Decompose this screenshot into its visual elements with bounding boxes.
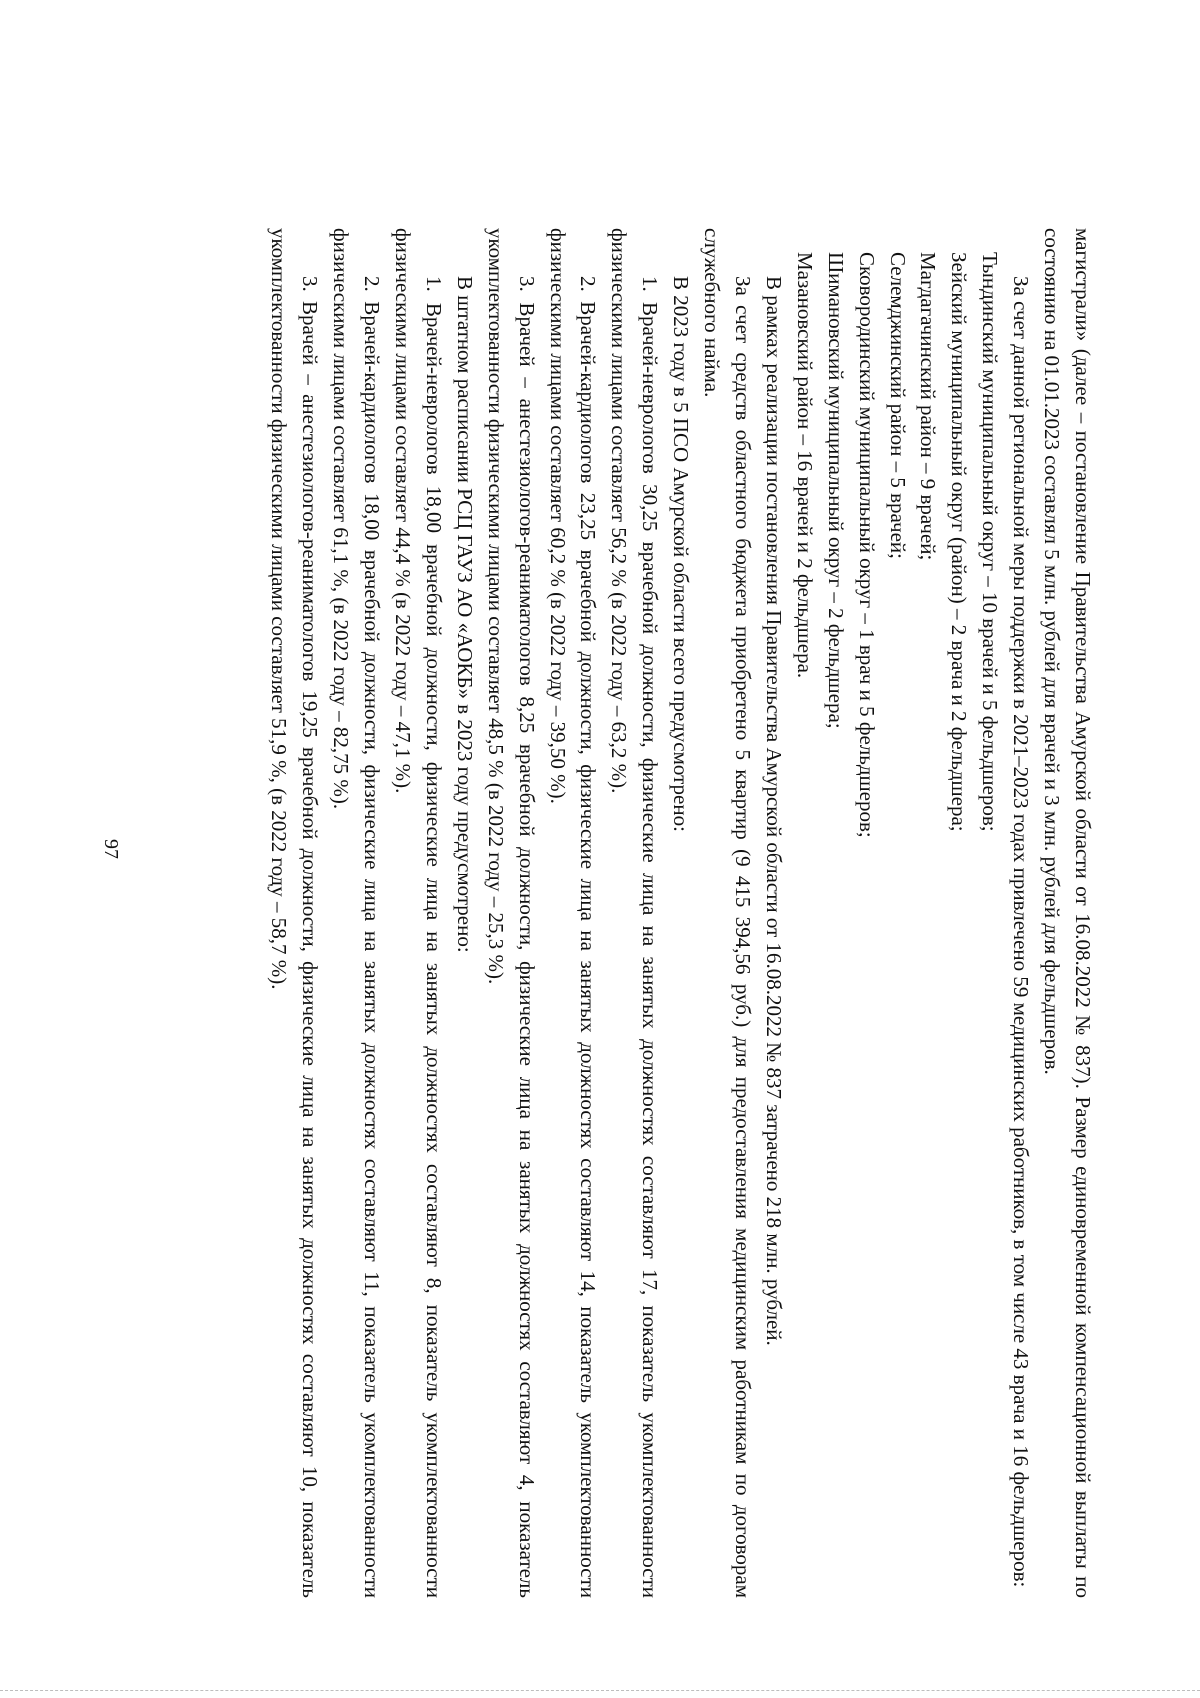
list-item: Шимановский муниципальный округ – 2 фельдшера;	[823, 252, 848, 729]
paragraph: 2. Врачей-кардиологов 23,25 врачебной должности, физические лица на занятых должностях составляют 14, показатель укомплектованности физическими лицами составляет 60,2 % (в 2022 году – 39,50 %).	[545, 228, 601, 1598]
paragraph: 1. Врачей-неврологов 30,25 врачебной должности, физические лица на занятых должностях составляют 17, показатель укомплектованности физическими лицами составляет 56,2 % (в 2022 году – 63,2 %).	[607, 228, 663, 1598]
list-item: Мазановский район – 16 врачей и 2 фельдшера.	[792, 252, 817, 679]
paragraph: 3. Врачей – анестезиологов-реаниматологов 8,25 врачебной должности, физические лица на занятых должностях составляют 4, показатель укомплектованности физическими лицами составляет 48,5 % (в 2022 году – 25,3 %).	[483, 228, 539, 1598]
paragraph: 2. Врачей-кардиологов 18,00 врачебной должности, физические лица на занятых должностях составляют 11, показатель укомплектованности физическими лицами составляет 61,1 %, (в 2022 году – 82,75 %).	[329, 228, 385, 1598]
list-item: Сковородинский муниципальный округ – 1 врач и 5 фельдшеров;	[854, 252, 879, 838]
paragraph: 3. Врачей – анестезиологов-реаниматологов 19,25 врачебной должности, физические лица на занятых должностях составляют 10, показатель укомплектованности физическими лицами составляет 51,9 %, (в 2022 году – 58,7 %).	[267, 228, 323, 1598]
list-item: Магдагачинский район – 9 врачей;	[916, 252, 941, 561]
document-body	[198, 228, 1098, 1598]
paragraph: В рамках реализации постановления Правительства Амурской области от 16.08.2022 № 837 затрачено 218 млн. рублей.	[761, 276, 786, 1346]
paragraph: За счет данной региональной меры поддержки в 2021–2023 годах привлечено 59 медицинских работников, в том числе 43 врача и 16 фельдшеров:	[1009, 276, 1034, 1588]
paragraph: За счет средств областного бюджета приобретено 5 квартир (9 415 394,56 руб.) для предоставления медицинским работникам по договорам служебного найма.	[700, 228, 756, 1598]
paragraph: 1. Врачей-неврологов 18,00 врачебной должности, физические лица на занятых должностях составляют 8, показатель укомплектованности физическими лицами составляет 44,4 % (в 2022 году – 47,1 %).	[391, 228, 446, 1598]
paragraph: В штатном расписании РСЦ ГАУЗ АО «АОКБ» в 2023 году предусмотрено:	[452, 276, 477, 953]
scan-edge-line	[0, 1690, 1200, 1691]
list-item: Зейский муниципальный округ (район) – 2 врача и 2 фельдшера;	[947, 252, 972, 832]
page-number: 97	[100, 839, 122, 859]
paragraph: В 2023 году в 5 ПСО Амурской области всего предусмотрено:	[669, 276, 694, 832]
list-item: Тындинский муниципальный округ – 10 врачей и 5 фельдшеров;	[978, 252, 1003, 832]
list-item: Селемджинский район – 5 врачей;	[885, 252, 910, 559]
paragraph: магистрали» (далее – постановление Правительства Амурской области от 16.08.2022 № 837). Размер единовременной компенсационной выплаты по состоянию на 01.01.2023 составлял 5 млн. рублей для врачей и 3 млн. рублей для фельдшеров.	[1040, 228, 1095, 1598]
